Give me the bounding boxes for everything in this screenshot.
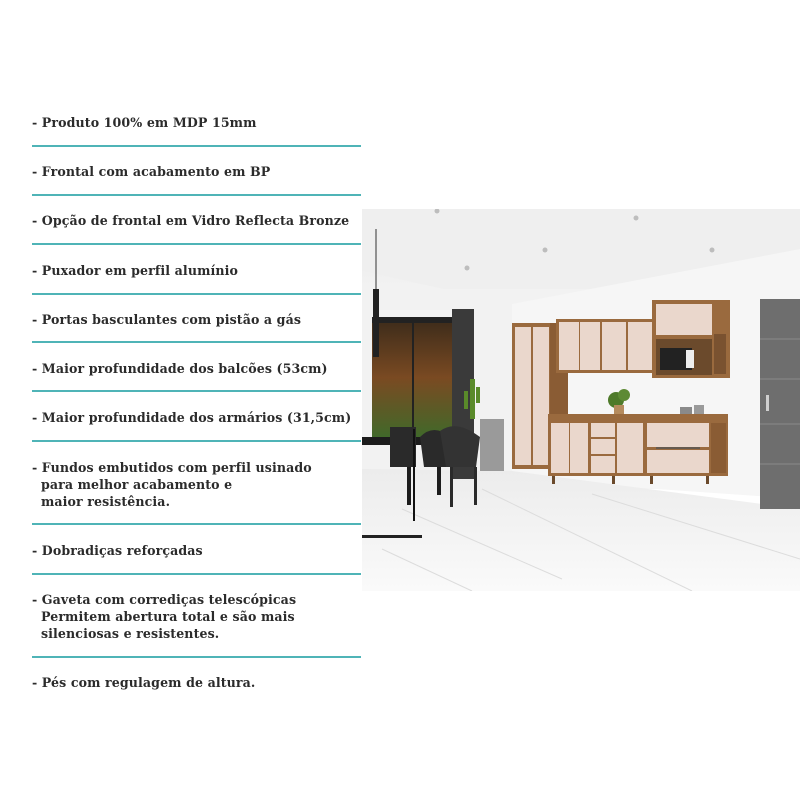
divider	[32, 341, 361, 343]
feature-item	[32, 409, 362, 426]
feature-text: silenciosas e resistentes.	[32, 626, 220, 641]
feature-text: maior resistência.	[32, 494, 171, 509]
feature-text: - Frontal com acabamento em BP	[32, 164, 271, 179]
feature-item	[32, 459, 362, 510]
feature-list	[0, 0, 362, 800]
feature-item	[32, 360, 362, 377]
feature-text: - Maior profundidade dos armários (31,5cm)	[32, 410, 352, 425]
feature-item	[32, 542, 362, 559]
feature-text: para melhor acabamento e	[32, 477, 233, 492]
feature-item	[32, 262, 362, 279]
feature-item	[32, 311, 362, 328]
divider	[32, 440, 361, 442]
feature-text: - Maior profundidade dos balcões (53cm)	[32, 361, 328, 376]
feature-item	[32, 212, 362, 229]
divider	[32, 293, 361, 295]
feature-text: - Pés com regulagem de altura.	[32, 675, 256, 690]
divider	[32, 145, 361, 147]
plant-pot	[480, 419, 504, 471]
divider	[32, 243, 361, 245]
feature-text: - Produto 100% em MDP 15mm	[32, 115, 257, 130]
pendant-lamp	[373, 289, 379, 357]
feature-item	[32, 674, 362, 691]
divider	[32, 523, 361, 525]
divider	[32, 194, 361, 196]
feature-text: Permitem abertura total e são mais	[32, 609, 295, 624]
divider	[32, 656, 361, 658]
countertop	[548, 414, 728, 420]
feature-text: - Gaveta com corrediças telescópicas	[32, 592, 297, 607]
kitchen-illustration	[362, 209, 800, 591]
kitchen-photo	[362, 209, 800, 591]
feature-text: - Fundos embutidos com perfil usinado	[32, 460, 312, 475]
divider	[32, 573, 361, 575]
feature-text: - Puxador em perfil alumínio	[32, 263, 239, 278]
feature-text: - Portas basculantes com pistão a gás	[32, 312, 302, 327]
feature-text: - Dobradiças reforçadas	[32, 543, 203, 558]
feature-item	[32, 591, 362, 642]
feature-item	[32, 114, 362, 131]
divider	[32, 390, 361, 392]
feature-item	[32, 163, 362, 180]
feature-text: - Opção de frontal em Vidro Reflecta Bronze	[32, 213, 350, 228]
